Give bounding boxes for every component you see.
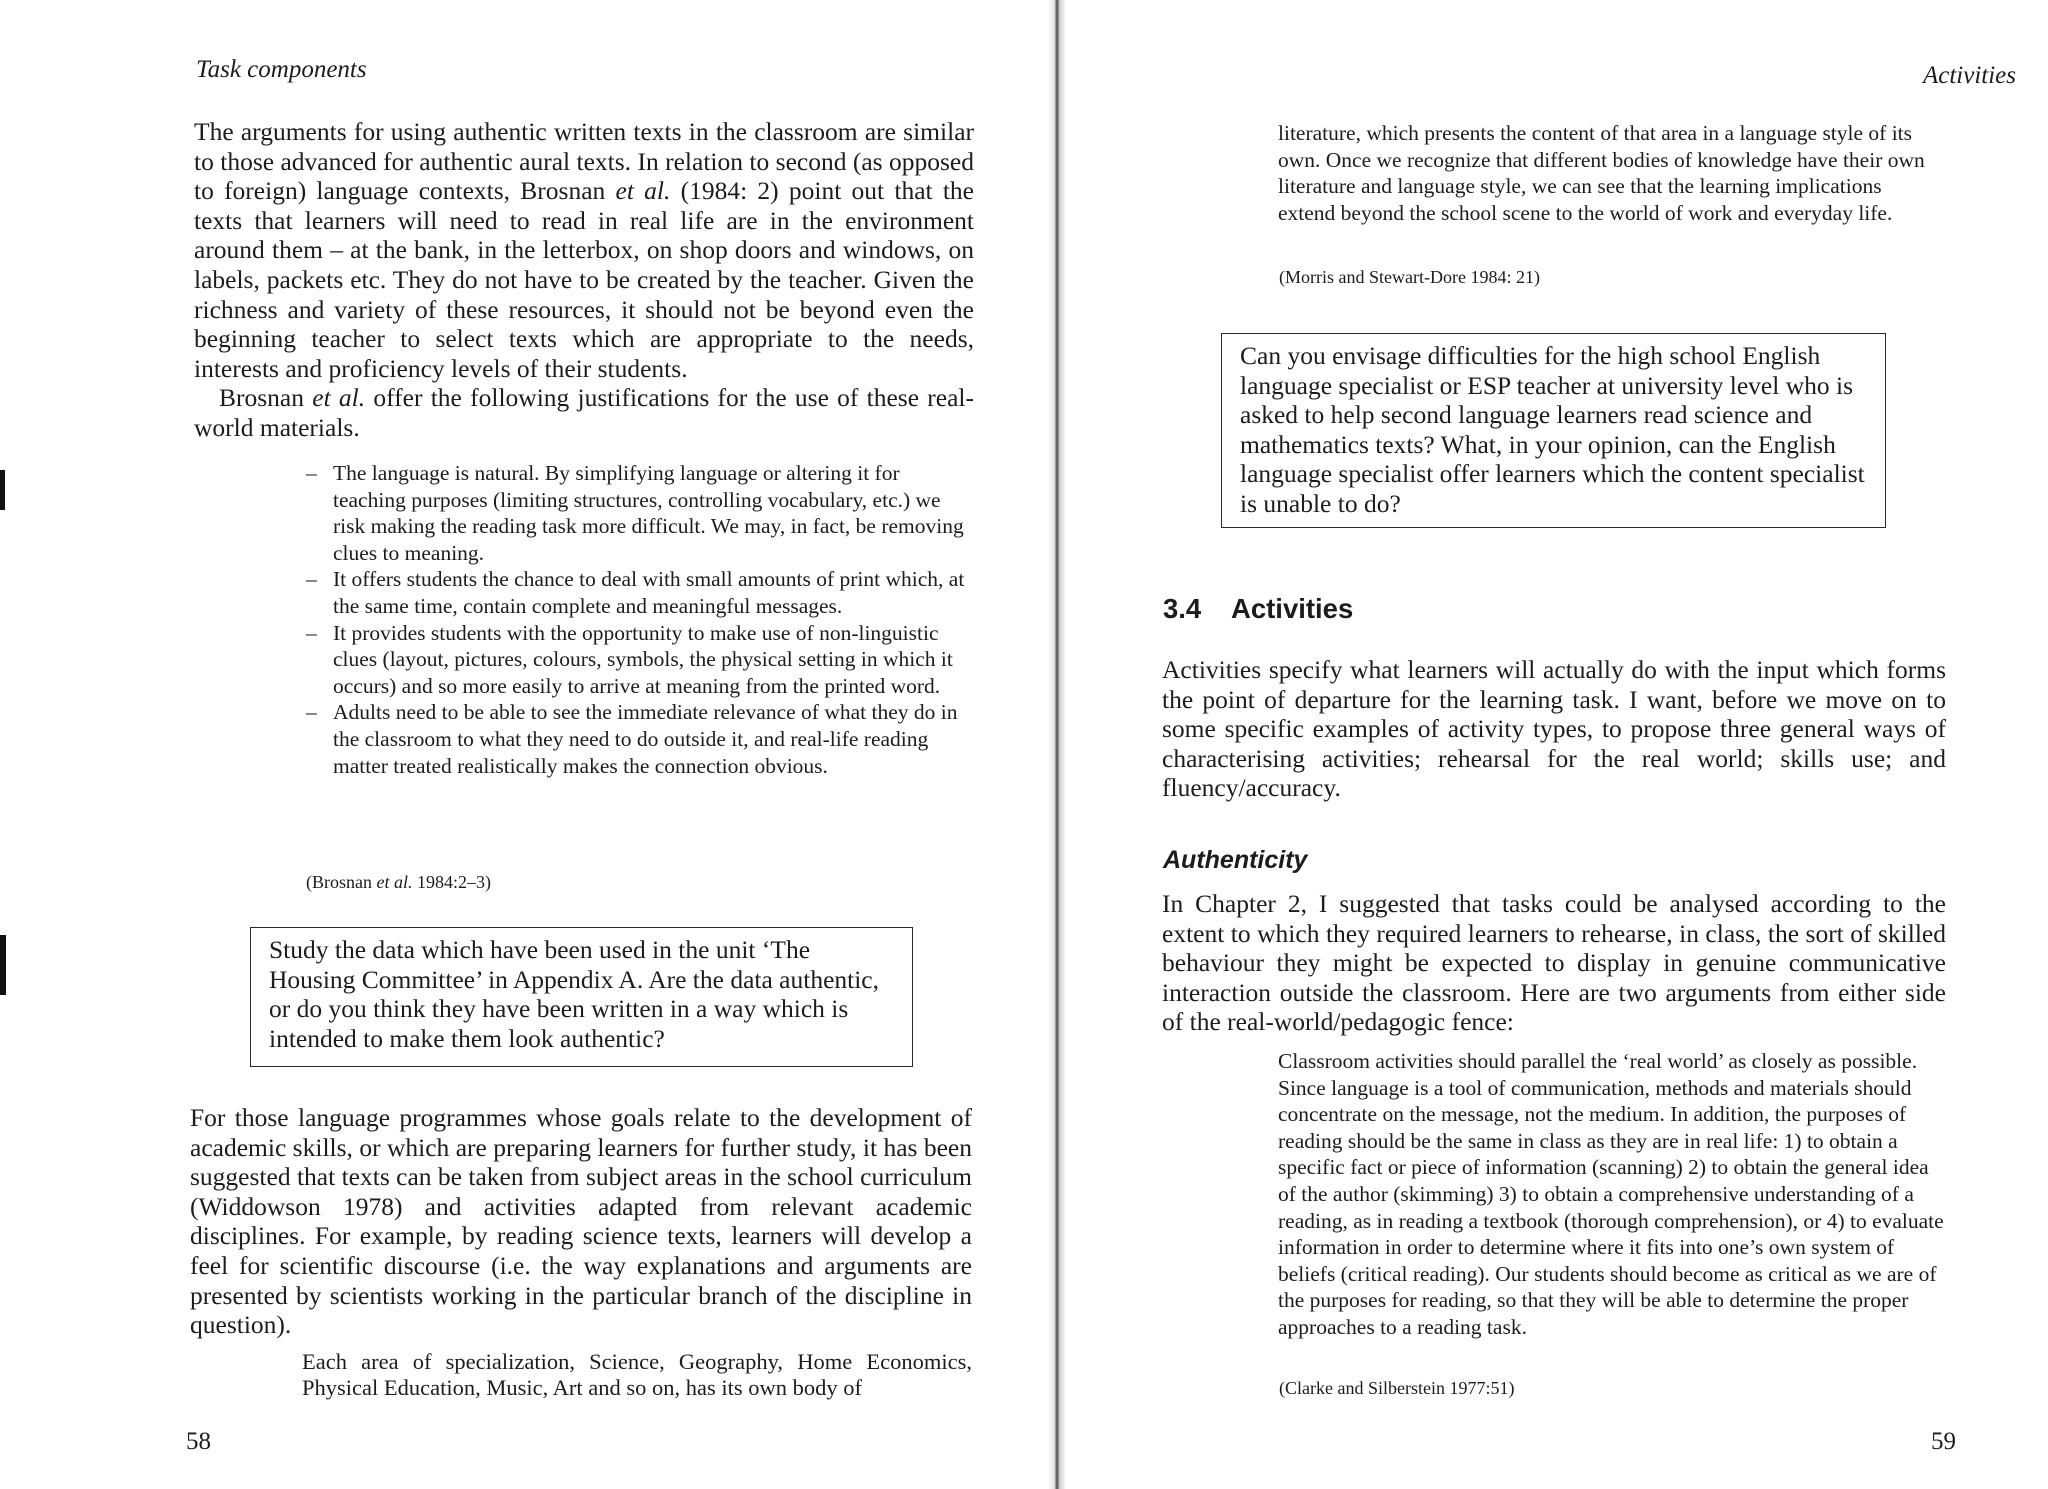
section-heading (1163, 593, 1353, 625)
paragraph: Brosnan et al. offer the following justifications for the use of these real-world materials. (194, 383, 974, 442)
body-paragraph: In Chapter 2, I suggested that tasks could be analysed according to the extent to which they required learners to rehearse, in class, the sort of skilled behaviour they might be expected to display in genuine communicative interaction outside the classroom. Here are two arguments from either side of the real-world/pedagogic fence: (1162, 889, 1946, 1037)
task-box: Can you envisage difficulties for the high school English language specialist or ESP teacher at university level who is asked to help second language learners read science and mathematics texts? What, in your opinion, can the English language specialist offer learners which the content specialist is unable to do? (1221, 333, 1886, 528)
task-box: Study the data which have been used in the unit ‘The Housing Committee’ in Appendix A. Are the data authentic, or do you think they have been written in a way which is intended to make them look authentic? (250, 927, 913, 1067)
quote-bullet: – It provides students with the opportunity to make use of non-linguistic clues (layout, pictures, colours, symbols, the physical setting in which it occurs) and so more easily to arrive at meaning from the printed word. (306, 620, 974, 700)
block-quote-continued: literature, which presents the content of that area in a language style of its own. Once we recognize that different bodies of knowledge have their own literature and language style, we can see that the learning implications extend beyond the school scene to the world of work and everyday life. (1278, 121, 1925, 225)
quote-bullet: – The language is natural. By simplifying language or altering it for teaching purposes (limiting structures, controlling vocabulary, etc.) we risk making the reading task more difficult. We may, in fact, be removing clues to meaning. (306, 460, 974, 566)
block-quote: Each area of specialization, Science, Geography, Home Economics, Physical Education, Music, Art and so on, has its own body of (302, 1349, 972, 1400)
running-head: Activities (1922, 62, 2016, 89)
quote-citation: (Brosnan et al. 1984:2–3) (306, 872, 491, 892)
quote-bullet: – Adults need to be able to see the immediate relevance of what they do in the classroom to what they need to do outside it, and real-life reading matter treated realistically makes the connection obvious. (306, 699, 974, 779)
quote-citation: (Clarke and Silberstein 1977:51) (1279, 1378, 1515, 1398)
quote-citation: (Morris and Stewart-Dore 1984: 21) (1279, 267, 1540, 287)
right-page (1058, 0, 2048, 1489)
subheading: Authenticity (1163, 846, 1308, 874)
body-paragraph: Activities specify what learners will actually do with the input which forms the point of departure for the learning task. I want, before we move on to some specific examples of activity types, to propose three general ways of characterising activities; rehearsal for the real world; skills use; and fluency/accuracy. (1162, 655, 1946, 803)
section-number: 3.4 (1163, 593, 1202, 624)
body-paragraphs (194, 117, 974, 443)
quote-bullet: – It offers students the chance to deal with small amounts of print which, at the same time, contain complete and meaningful messages. (306, 566, 974, 619)
running-head: Task components (196, 56, 367, 83)
paragraph: The arguments for using authentic written texts in the classroom are similar to those advanced for authentic aural texts. In relation to second (as opposed to foreign) language contexts, Brosnan et al. (1984: 2) point out that the texts that learners will need to read in real life are in the environment around them – at the bank, in the letterbox, on shop doors and windows, on labels, packets etc. They do not have to be created by the teacher. Given the richness and variety of these resources, it should not be beyond even the beginning teacher to select texts which are appropriate to the needs, interests and proficiency levels of their students. (194, 117, 974, 383)
block-quote: Classroom activities should parallel the ‘real world’ as closely as possible. Since language is a tool of communication, methods and materials should concentrate on the message, not the medium. In addition, the purposes of reading should be the same in class as they are in real life: 1) to obtain a specific fact or piece of information (scanning) 2) to obtain the general idea of the author (skimming) 3) to obtain a comprehensive understanding of a reading, as in reading a textbook (thorough comprehension), or 4) to evaluate information in order to determine where it fits into one’s own system of beliefs (critical reading). Our students should become as critical as we are of the purposes for reading, so that they will be able to determine the proper approaches to a reading task. (1278, 1049, 1944, 1339)
body-paragraph: For those language programmes whose goals relate to the development of academic skills, or which are preparing learners for further study, it has been suggested that texts can be taken from subject areas in the school curriculum (Widdowson 1978) and activities adapted from relevant academic disciplines. For example, by reading science texts, learners will develop a feel for scientific discourse (i.e. the way explanations and arguments are presented by scientists working in the particular branch of the discipline in question). (190, 1103, 972, 1340)
section-title: Activities (1231, 593, 1354, 624)
page-number: 58 (186, 1428, 211, 1455)
page-number: 59 (1931, 1428, 1956, 1455)
block-quote (306, 460, 974, 779)
